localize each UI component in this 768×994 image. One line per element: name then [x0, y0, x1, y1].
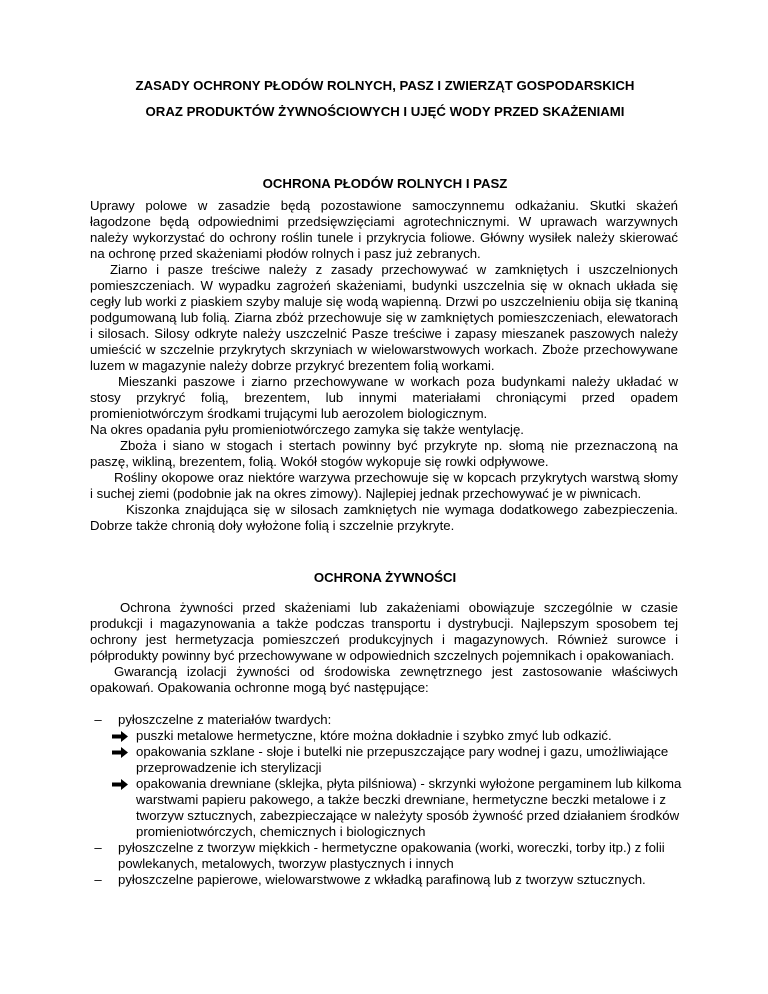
section-heading-food: OCHRONA ŻYWNOŚCI	[313, 570, 457, 585]
sub-list-item	[90, 776, 690, 840]
arrow-right-icon	[112, 728, 130, 744]
paragraph: Gwarancją izolacji żywności od środowiska zewnętrznego jest zastosowanie właściwych opakowań. Opakowania ochronne mogą być następujące:	[90, 664, 678, 695]
section-heading-crops: OCHRONA PŁODÓW ROLNYCH I PASZ	[262, 176, 508, 191]
paragraph: Rośliny okopowe oraz niektóre warzywa przechowuje się w kopcach przykrytych warstwą słomy i suchej ziemi (podobnie jak na okres zimowy). Najlepiej jednak przechowywać je w piwnicach.	[90, 470, 678, 501]
list-item-text: pyłoszczelne papierowe, wielowarstwowe z wkładką parafinową lub z tworzyw sztucznych.	[118, 872, 646, 887]
sub-list-item	[90, 728, 690, 744]
section-crops-body	[90, 198, 678, 534]
packaging-list	[90, 712, 690, 888]
paragraph: Kiszonka znajdująca się w silosach zamkniętych nie wymaga dodatkowego zabezpieczenia. Dobrze także chronią doły wyłożone folią i szczelnie przykryte.	[90, 502, 678, 533]
paragraph: Ochrona żywności przed skażeniami lub zakażeniami obowiązuje szczególnie w czasie produkcji i magazynowania a także podczas transportu i dystrybucji. Najlepszym sposobem tej ochrony jest hermetyzacja pomieszczeń produkcyjnych i magazynowych. Również surowce i półprodukty powinny być przechowywane w odpowiednich szczelnych pojemnikach i opakowaniach.	[90, 600, 678, 663]
list-item	[90, 712, 690, 728]
sub-list-item-text: puszki metalowe hermetyczne, które można dokładnie i szybko zmyć lub odkazić.	[136, 728, 612, 743]
list-item	[90, 840, 690, 872]
sub-list-item-text: opakowania szklane - słoje i butelki nie przepuszczające pary wodnej i gazu, umożliwiające przeprowadzenie ich sterylizacji	[136, 744, 669, 775]
document-title-line-1: ZASADY OCHRONY PŁODÓW ROLNYCH, PASZ I ZWIERZĄT GOSPODARSKICH	[135, 78, 635, 93]
paragraph: Mieszanki paszowe i ziarno przechowywane w workach poza budynkami należy układać w stosy przykryć folią, brezentem, lub innymi materiałami chroniącymi przed opadem promieniotwórczym środkami trującymi lub aerozolem biologicznym.	[90, 374, 678, 421]
paragraph: Uprawy polowe w zasadzie będą pozostawione samoczynnemu odkażaniu. Skutki skażeń łagodzone będą odpowiednimi przedsięwzięciami agrotechnicznymi. W uprawach warzywnych należy wykorzystać do ochrony roślin tunele i przykrycia foliowe. Główny wysiłek należy skierować na ochronę przed skażeniami płodów rolnych i pasz już zebranych.	[90, 198, 678, 261]
paragraph: Zboża i siano w stogach i stertach powinny być przykryte np. słomą nie przeznaczoną na paszę, wikliną, brezentem, folią. Wokół stogów wykopuje się rowki odpływowe.	[90, 438, 678, 469]
document-title-line-2: ORAZ PRODUKTÓW ŻYWNOŚCIOWYCH I UJĘĆ WODY PRZED SKAŻENIAMI	[145, 104, 625, 119]
arrow-right-icon	[112, 776, 130, 792]
paragraph: Ziarno i pasze treściwe należy z zasady przechowywać w zamkniętych i uszczelnionych pomieszczeniach. W wypadku zagrożeń skażeniami, budynki uszczelnia się w oknach układa się cegły lub worki z piaskiem szyby maluje się wodą wapienną. Drzwi po uszczelnieniu obija się tkaniną podgumowaną lub folią. Ziarna zbóż przechowuje się w zamkniętych pomieszczeniach, elewatorach i silosach. Silosy odkryte należy uszczelnić Pasze treściwe i zapasy mieszanek paszowych należy umieścić w szczelnie przykrytych skrzyniach w wielowarstwowych workach. Zboże przechowywane luzem w magazynie należy dobrze przykryć brezentem folią workami.	[90, 262, 678, 373]
arrow-right-icon	[112, 744, 130, 760]
list-item-text: pyłoszczelne z tworzyw miękkich - hermetyczne opakowania (worki, woreczki, torby itp.) z folii powlekanych, metalowych, tworzyw plastycznych i innych	[118, 840, 665, 871]
paragraph: Na okres opadania pyłu promieniotwórczego zamyka się także wentylację.	[90, 422, 524, 437]
dash-bullet: –	[94, 872, 102, 887]
list-item-text: pyłoszczelne z materiałów twardych:	[118, 712, 332, 727]
dash-bullet: –	[94, 712, 102, 727]
sub-list-item	[90, 744, 690, 776]
list-item	[90, 872, 690, 888]
dash-bullet: –	[94, 840, 102, 855]
sub-list-item-text: opakowania drewniane (sklejka, płyta pilśniowa) - skrzynki wyłożone pergaminem lub kilkoma warstwami papieru pakowego, a także beczki drewniane, hermetyczne beczki metalowe i z tworzyw sztucznych, zabezpieczające w należyty sposób żywność przed działaniem środków promieniotwórczych, chemicznych i biologicznych	[136, 776, 682, 839]
section-food-body	[90, 600, 678, 696]
